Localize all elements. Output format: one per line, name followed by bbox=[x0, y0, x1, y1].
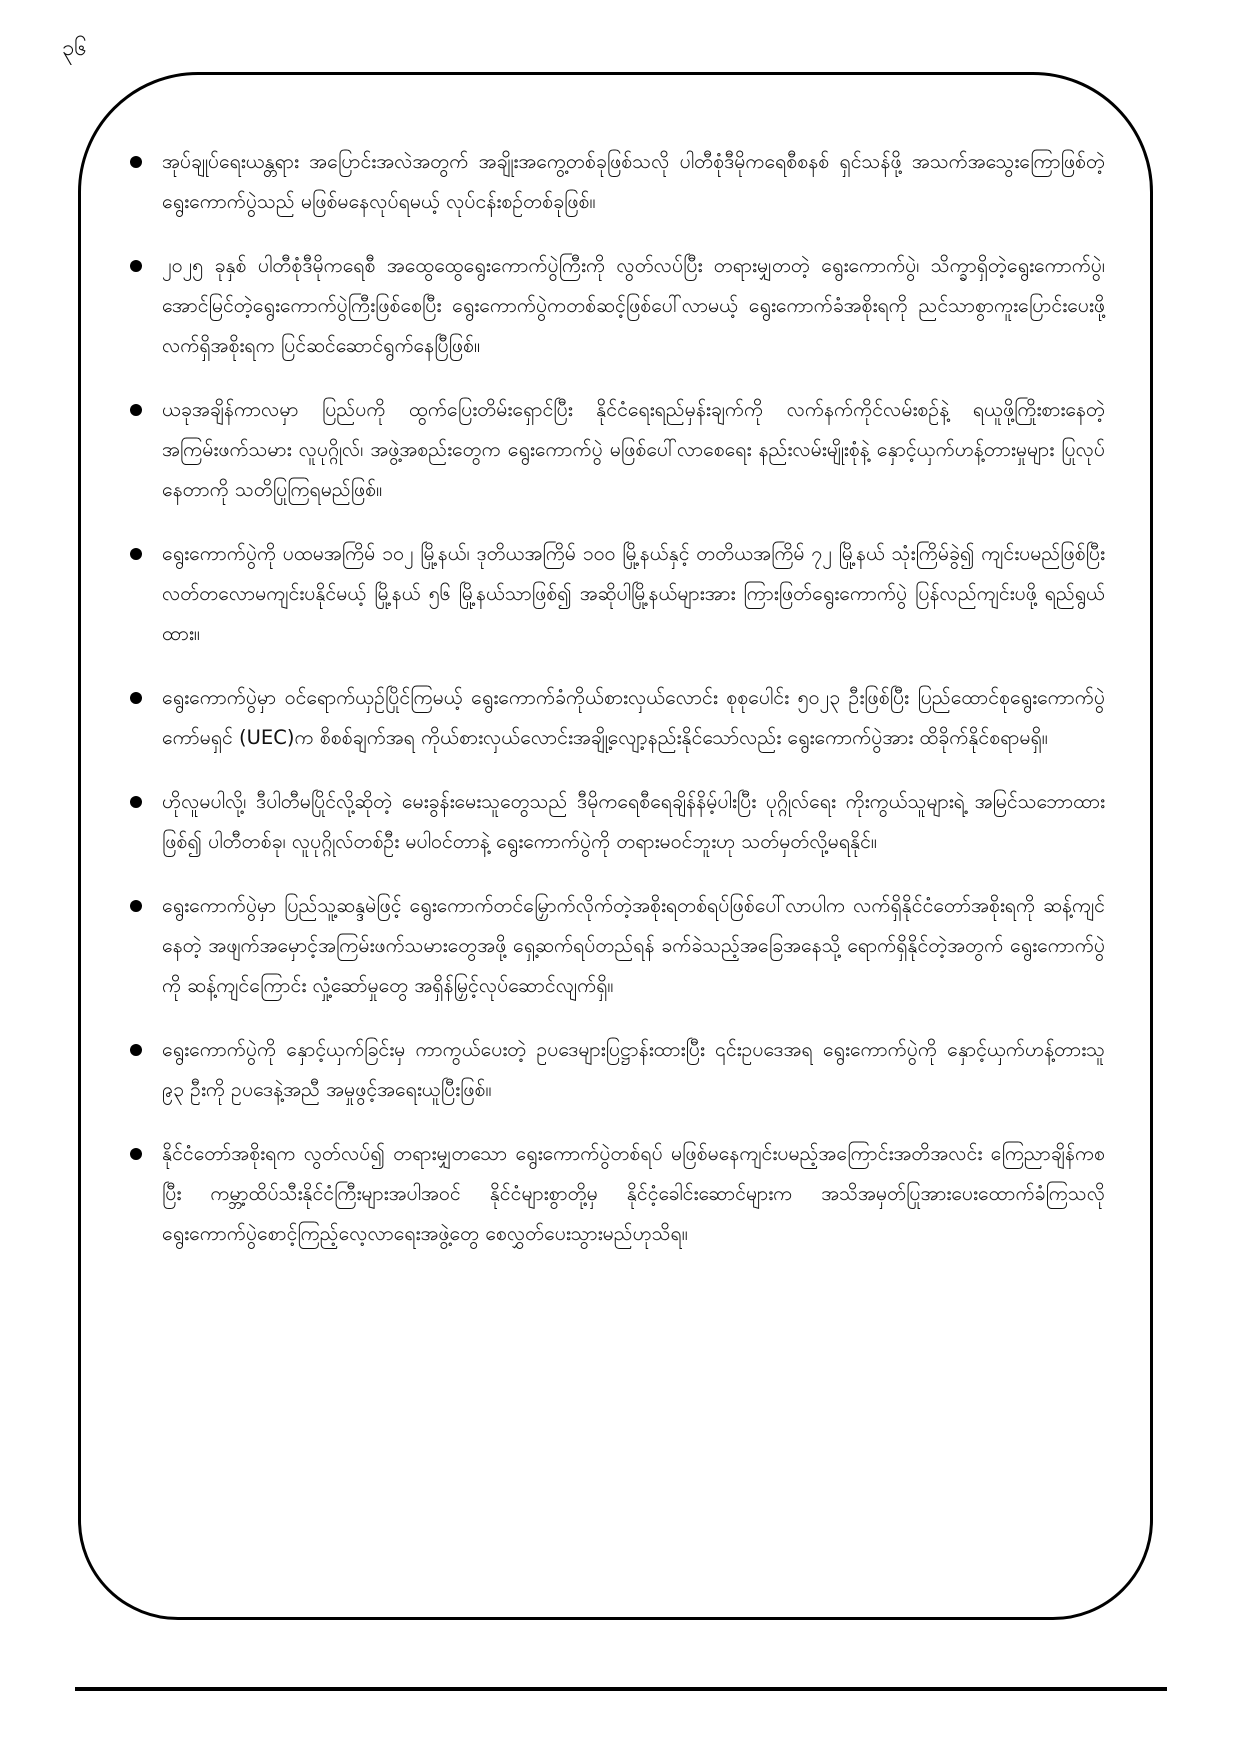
bullet-dot-icon bbox=[130, 156, 142, 168]
list-item bbox=[130, 246, 1105, 366]
page-number: ၃၆ bbox=[62, 36, 87, 61]
list-item bbox=[130, 782, 1105, 862]
bullet-text: ရွေးကောက်ပွဲကို နှောင့်ယှက်ခြင်းမှ ကာကွယ်ပေးတဲ့ ဥပဒေများပြဋ္ဌာန်းထားပြီး ၎င်းဥပဒေအရ ရွေးကောက်ပွဲကို နှောင့်ယှက်ဟန့်တားသူ ၉၃ ဦးကို ဥပဒေနဲ့အညီ အမှုဖွင့်အရေးယူပြီးဖြစ်။ bbox=[162, 1038, 1105, 1101]
bullet-dot-icon bbox=[130, 1044, 142, 1056]
bullet-dot-icon bbox=[130, 404, 142, 416]
bullet-text: ဟိုလူမပါလို့၊ ဒီပါတီမပြိုင်လို့ဆိုတဲ့ မေးခွန်းမေးသူတွေသည် ဒီမိုကရေစီရေချိန်နိမ့်ပါးပြီး ပုဂ္ဂိုလ်ရေး ကိုးကွယ်သူများရဲ့ အမြင်သဘောထားဖြစ်၍ ပါတီတစ်ခု၊ လူပုဂ္ဂိုလ်တစ်ဦး မပါဝင်တာနဲ့ ရွေးကောက်ပွဲကို တရားမဝင်ဘူးဟု သတ်မှတ်လို့မရနိုင်။ bbox=[162, 790, 1105, 853]
bullet-text: ယခုအချိန်ကာလမှာ ပြည်ပကို ထွက်ပြေးတိမ်းရှောင်ပြီး နိုင်ငံရေးရည်မှန်းချက်ကို လက်နက်ကိုင်လမ်းစဉ်နဲ့ ရယူဖို့ကြိုးစားနေတဲ့ အကြမ်းဖက်သမား လူပုဂ္ဂိုလ်၊ အဖွဲ့အစည်းတွေက ရွေးကောက်ပွဲ မဖြစ်ပေါ်လာစေရေး နည်းလမ်းမျိုးစုံနဲ့ နှောင့်ယှက်ဟန့်တားမှုများ ပြုလုပ်နေတာကို သတိပြုကြရမည်ဖြစ်။ bbox=[162, 398, 1105, 501]
list-item bbox=[130, 390, 1105, 510]
bullet-dot-icon bbox=[130, 692, 142, 704]
list-item bbox=[130, 142, 1105, 222]
bullet-dot-icon bbox=[130, 796, 142, 808]
bottom-divider bbox=[75, 1687, 1167, 1691]
list-item bbox=[130, 886, 1105, 1006]
bullet-list bbox=[130, 142, 1105, 1278]
list-item bbox=[130, 1030, 1105, 1110]
list-item bbox=[130, 678, 1105, 758]
bullet-text: ၂၀၂၅ ခုနှစ် ပါတီစုံဒီမိုကရေစီ အထွေထွေရွေးကောက်ပွဲကြီးကို လွတ်လပ်ပြီး တရားမျှတတဲ့ ရွေးကောက်ပွဲ၊ သိက္ခာရှိတဲ့ရွေးကောက်ပွဲ၊ အောင်မြင်တဲ့ရွေးကောက်ပွဲကြီးဖြစ်စေပြီး ရွေးကောက်ပွဲကတစ်ဆင့်ဖြစ်ပေါ်လာမယ့် ရွေးကောက်ခံအစိုးရကို ညင်သာစွာကူးပြောင်းပေးဖို့ လက်ရှိအစိုးရက ပြင်ဆင်ဆောင်ရွက်နေပြီဖြစ်။ bbox=[162, 254, 1105, 357]
bullet-dot-icon bbox=[130, 1148, 142, 1160]
bullet-dot-icon bbox=[130, 900, 142, 912]
list-item bbox=[130, 534, 1105, 654]
list-item bbox=[130, 1134, 1105, 1254]
bullet-text: နိုင်ငံတော်အစိုးရက လွတ်လပ်၍ တရားမျှတသော ရွေးကောက်ပွဲတစ်ရပ် မဖြစ်မနေကျင်းပမည့်အကြောင်းအတိအလင်း ကြေညာချိန်ကစပြီး ကမ္ဘာ့ထိပ်သီးနိုင်ငံကြီးများအပါအဝင် နိုင်ငံများစွာတို့မှ နိုင်ငံ့ခေါင်းဆောင်များက အသိအမှတ်ပြုအားပေးထောက်ခံကြသလို ရွေးကောက်ပွဲစောင့်ကြည့်လေ့လာရေးအဖွဲ့တွေ စေလွှတ်ပေးသွားမည်ဟုသိရ။ bbox=[162, 1142, 1105, 1245]
bullet-text: ရွေးကောက်ပွဲကို ပထမအကြိမ် ၁၀၂ မြို့နယ်၊ ဒုတိယအကြိမ် ၁၀၀ မြို့နယ်နှင့် တတိယအကြိမ် ၇၂ မြို့နယ် သုံးကြိမ်ခွဲ၍ ကျင်းပမည်ဖြစ်ပြီး လတ်တလောမကျင်းပနိုင်မယ့် မြို့နယ် ၅၆ မြို့နယ်သာဖြစ်၍ အဆိုပါမြို့နယ်များအား ကြားဖြတ်ရွေးကောက်ပွဲ ပြန်လည်ကျင်းပဖို့ ရည်ရွယ်ထား။ bbox=[162, 542, 1105, 645]
bullet-dot-icon bbox=[130, 548, 142, 560]
bullet-text: အုပ်ချုပ်ရေးယန္တရား အပြောင်းအလဲအတွက် အချိုးအကွေ့တစ်ခုဖြစ်သလို ပါတီစုံဒီမိုကရေစီစနစ် ရှင်သန်ဖို့ အသက်အသွေးကြောဖြစ်တဲ့ ရွေးကောက်ပွဲသည် မဖြစ်မနေလုပ်ရမယ့် လုပ်ငန်းစဉ်တစ်ခုဖြစ်။ bbox=[162, 150, 1105, 213]
bullet-text: ရွေးကောက်ပွဲမှာ ဝင်ရောက်ယှဉ်ပြိုင်ကြမယ့် ရွေးကောက်ခံကိုယ်စားလှယ်လောင်း စုစုပေါင်း ၅၀၂၃ ဦးဖြစ်ပြီး ပြည်ထောင်စုရွေးကောက်ပွဲကော်မရှင် (UEC)က စိစစ်ချက်အရ ကိုယ်စားလှယ်လောင်းအချို့လျော့နည်းနိုင်သော်လည်း ရွေးကောက်ပွဲအား ထိခိုက်နိုင်စရာမရှိ။ bbox=[162, 686, 1105, 749]
bullet-text: ရွေးကောက်ပွဲမှာ ပြည်သူ့ဆန္ဒမဲဖြင့် ရွေးကောက်တင်မြှောက်လိုက်တဲ့အစိုးရတစ်ရပ်ဖြစ်ပေါ်လာပါက လက်ရှိနိုင်ငံတော်အစိုးရကို ဆန့်ကျင်နေတဲ့ အဖျက်အမှောင့်အကြမ်းဖက်သမားတွေအဖို့ ရှေ့ဆက်ရပ်တည်ရန် ခက်ခဲသည့်အခြေအနေသို့ ရောက်ရှိနိုင်တဲ့အတွက် ရွေးကောက်ပွဲကို ဆန့်ကျင်ကြောင်း လှုံ့ဆော်မှုတွေ အရှိန်မြှင့်လုပ်ဆောင်လျက်ရှိ။ bbox=[162, 894, 1105, 997]
bullet-dot-icon bbox=[130, 260, 142, 272]
